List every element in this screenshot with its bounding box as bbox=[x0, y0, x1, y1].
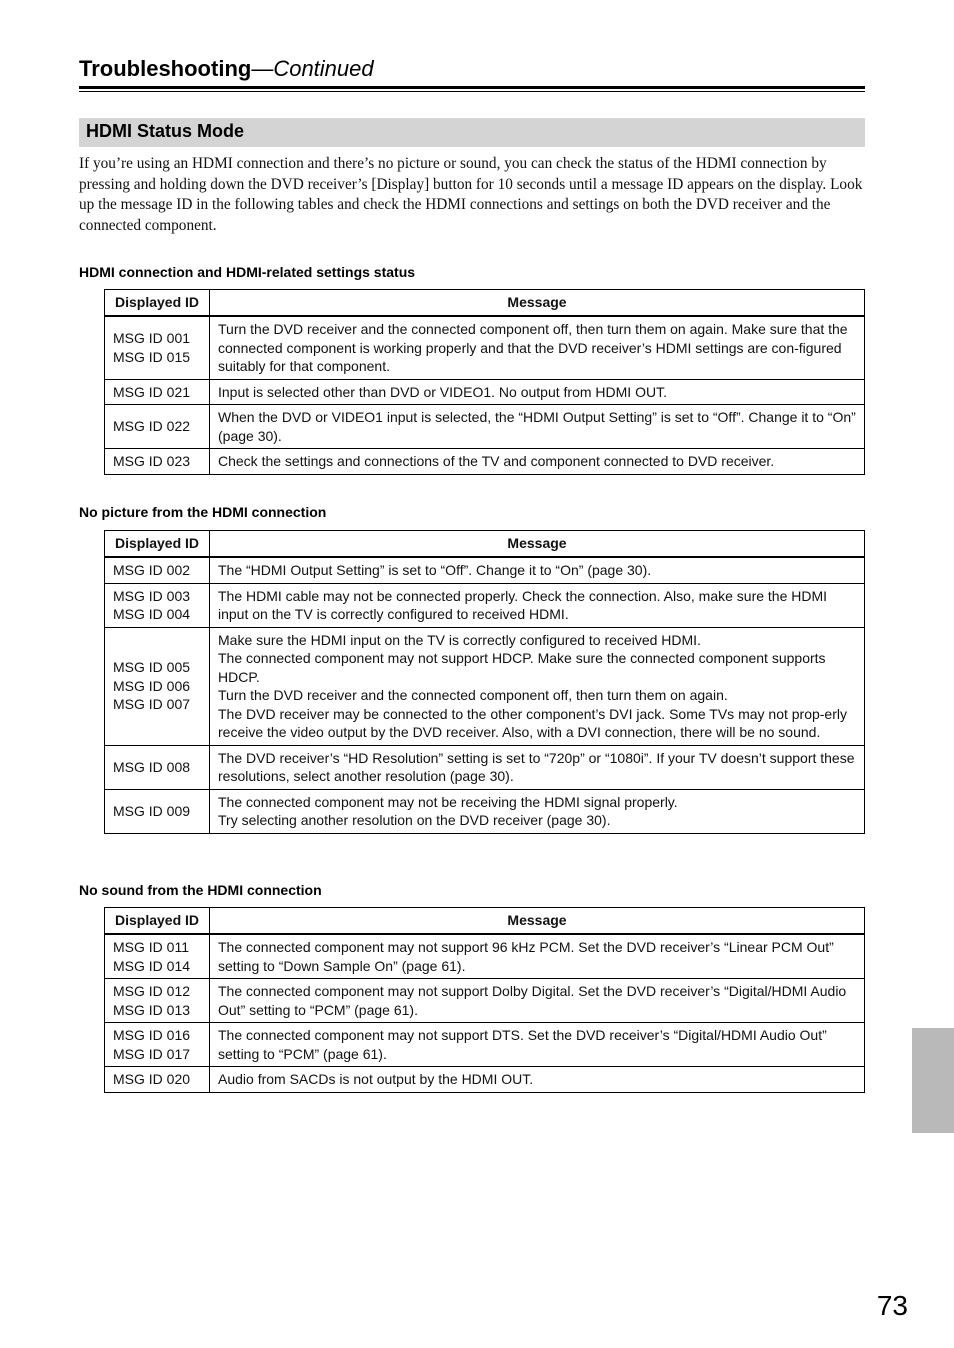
displayed-id-cell bbox=[105, 449, 210, 475]
page-number: 73 bbox=[876, 1290, 908, 1321]
table-row bbox=[105, 979, 865, 1023]
header-rule-thick bbox=[79, 86, 865, 89]
message-id: MSG ID 009 bbox=[113, 802, 191, 819]
intro-paragraph: If you’re using an HDMI connection and there’s no picture or sound, you can check the status of the HDMI connection by pressing and holding down the DVD receiver’s [Display] button for 10 seconds until a message ID appears on the display. Look up the message ID in the following tables and check the HDMI connections and settings on both the DVD receiver and the connected component. bbox=[79, 155, 863, 234]
column-header-message: Message bbox=[210, 531, 865, 558]
displayed-id-cell bbox=[105, 1067, 210, 1093]
message-id: MSG ID 022 bbox=[113, 418, 191, 435]
message-cell bbox=[210, 934, 865, 979]
message-cell bbox=[210, 449, 865, 475]
message-id: MSG ID 008 bbox=[113, 758, 191, 775]
displayed-id-cell bbox=[105, 1023, 210, 1067]
displayed-id-cell bbox=[105, 557, 210, 583]
message-text: The connected component may not be receiving the HDMI signal properly. bbox=[218, 793, 678, 810]
message-text: When the DVD or VIDEO1 input is selected, the “HDMI Output Setting” is set to “Off”. Change it to “On” (page 30). bbox=[218, 409, 856, 444]
message-text: The DVD receiver’s “HD Resolution” setting is set to “720p” or “1080i”. If your TV doesn’t support these resolutions, select another resolution (page 30). bbox=[218, 749, 855, 784]
message-text: Turn the DVD receiver and the connected component off, then turn them on again. bbox=[218, 687, 728, 703]
table-row bbox=[105, 934, 865, 979]
table-row bbox=[105, 789, 865, 833]
column-header-id: Displayed ID bbox=[105, 290, 210, 317]
table-row bbox=[105, 379, 865, 405]
message-id: MSG ID 005 bbox=[113, 659, 191, 676]
message-id: MSG ID 001 bbox=[113, 330, 191, 347]
message-cell bbox=[210, 745, 865, 789]
displayed-id-cell bbox=[105, 405, 210, 449]
message-text: The “HDMI Output Setting” is set to “Off”. Change it to “On” (page 30). bbox=[218, 562, 652, 578]
message-id: MSG ID 016 bbox=[113, 1027, 191, 1043]
table-row bbox=[105, 405, 865, 449]
message-cell bbox=[210, 789, 865, 833]
message-cell bbox=[210, 557, 865, 583]
message-id: MSG ID 017 bbox=[113, 1045, 191, 1062]
message-id: MSG ID 013 bbox=[113, 1001, 191, 1018]
header-continued-text: —Continued bbox=[251, 56, 374, 81]
section-heading-bar bbox=[79, 118, 865, 147]
message-cell bbox=[210, 627, 865, 745]
message-id: MSG ID 011 bbox=[113, 939, 189, 955]
table-row bbox=[105, 583, 865, 627]
displayed-id-cell bbox=[105, 934, 210, 979]
displayed-id-cell bbox=[105, 316, 210, 379]
column-header-id: Displayed ID bbox=[105, 908, 210, 935]
message-cell bbox=[210, 1023, 865, 1067]
message-id: MSG ID 023 bbox=[113, 453, 191, 469]
message-text: Check the settings and connections of the TV and component connected to DVD receiver. bbox=[218, 453, 775, 469]
message-text: Make sure the HDMI input on the TV is correctly configured to received HDMI. bbox=[218, 631, 701, 648]
message-cell bbox=[210, 379, 865, 405]
table-heading-no-sound: No sound from the HDMI connection bbox=[79, 882, 322, 898]
section-title: HDMI Status Mode bbox=[86, 121, 245, 141]
message-text: The DVD receiver may be connected to the other component’s DVI jack. Some TVs may not prop-erly receive the video output by the DVD receiver. Also, with a DVI connection, there will be no sound. bbox=[218, 705, 847, 740]
table-row bbox=[105, 627, 865, 745]
message-cell bbox=[210, 979, 865, 1023]
table-header-row bbox=[105, 290, 865, 317]
message-id: MSG ID 002 bbox=[113, 562, 191, 578]
displayed-id-cell bbox=[105, 979, 210, 1023]
message-id: MSG ID 021 bbox=[113, 383, 191, 400]
message-text: Turn the DVD receiver and the connected component off, then turn them on again. Make sure that the connected component is working properly and that the DVD receiver’s HDMI settings are con-figured suitably for that component. bbox=[218, 321, 848, 374]
column-header-message: Message bbox=[210, 908, 865, 935]
table-header-row bbox=[105, 908, 865, 935]
table-row bbox=[105, 1067, 865, 1093]
message-text: The HDMI cable may not be connected properly. Check the connection. Also, make sure the HDMI input on the TV is correctly configured to received HDMI. bbox=[218, 587, 828, 622]
header-title-text: Troubleshooting bbox=[79, 56, 252, 81]
header-rule-thin bbox=[79, 91, 865, 92]
page-header-title bbox=[79, 56, 374, 82]
displayed-id-cell bbox=[105, 745, 210, 789]
message-text: Try selecting another resolution on the DVD receiver (page 30). bbox=[218, 812, 611, 828]
message-id: MSG ID 020 bbox=[113, 1071, 191, 1087]
message-cell bbox=[210, 583, 865, 627]
displayed-id-cell bbox=[105, 627, 210, 745]
message-id: MSG ID 006 bbox=[113, 677, 191, 694]
column-header-id: Displayed ID bbox=[105, 531, 210, 558]
message-id: MSG ID 003 bbox=[113, 587, 191, 604]
message-text: The connected component may not support DTS. Set the DVD receiver’s “Digital/HDMI Audio Out” setting to “PCM” (page 61). bbox=[218, 1027, 827, 1062]
message-cell bbox=[210, 316, 865, 379]
table-heading-no-picture: No picture from the HDMI connection bbox=[79, 504, 327, 520]
table-row bbox=[105, 745, 865, 789]
displayed-id-cell bbox=[105, 789, 210, 833]
settings-status-table bbox=[104, 289, 865, 475]
table-row bbox=[105, 557, 865, 583]
message-text: The connected component may not support HDCP. Make sure the connected component supports HDCP. bbox=[218, 650, 826, 685]
chapter-edge-tab bbox=[912, 1028, 954, 1133]
message-text: The connected component may not support Dolby Digital. Set the DVD receiver’s “Digital/HDMI Audio Out” setting to “PCM” (page 61). bbox=[218, 983, 847, 1018]
message-id: MSG ID 014 bbox=[113, 957, 191, 974]
message-id: MSG ID 015 bbox=[113, 348, 191, 365]
table-row bbox=[105, 449, 865, 475]
message-text: The connected component may not support 96 kHz PCM. Set the DVD receiver’s “Linear PCM Out” setting to “Down Sample On” (page 61). bbox=[218, 939, 834, 974]
displayed-id-cell bbox=[105, 379, 210, 405]
no-picture-table bbox=[104, 530, 865, 834]
message-id: MSG ID 004 bbox=[113, 606, 191, 622]
message-text: Audio from SACDs is not output by the HDMI OUT. bbox=[218, 1071, 534, 1087]
table-row bbox=[105, 316, 865, 379]
displayed-id-cell bbox=[105, 583, 210, 627]
message-id: MSG ID 007 bbox=[113, 696, 191, 713]
message-cell bbox=[210, 1067, 865, 1093]
message-cell bbox=[210, 405, 865, 449]
table-header-row bbox=[105, 531, 865, 558]
column-header-message: Message bbox=[210, 290, 865, 317]
no-sound-table bbox=[104, 907, 865, 1093]
table-row bbox=[105, 1023, 865, 1067]
message-text: Input is selected other than DVD or VIDEO1. No output from HDMI OUT. bbox=[218, 383, 667, 400]
message-id: MSG ID 012 bbox=[113, 983, 191, 999]
table-heading-settings-status: HDMI connection and HDMI-related settings status bbox=[79, 264, 416, 280]
